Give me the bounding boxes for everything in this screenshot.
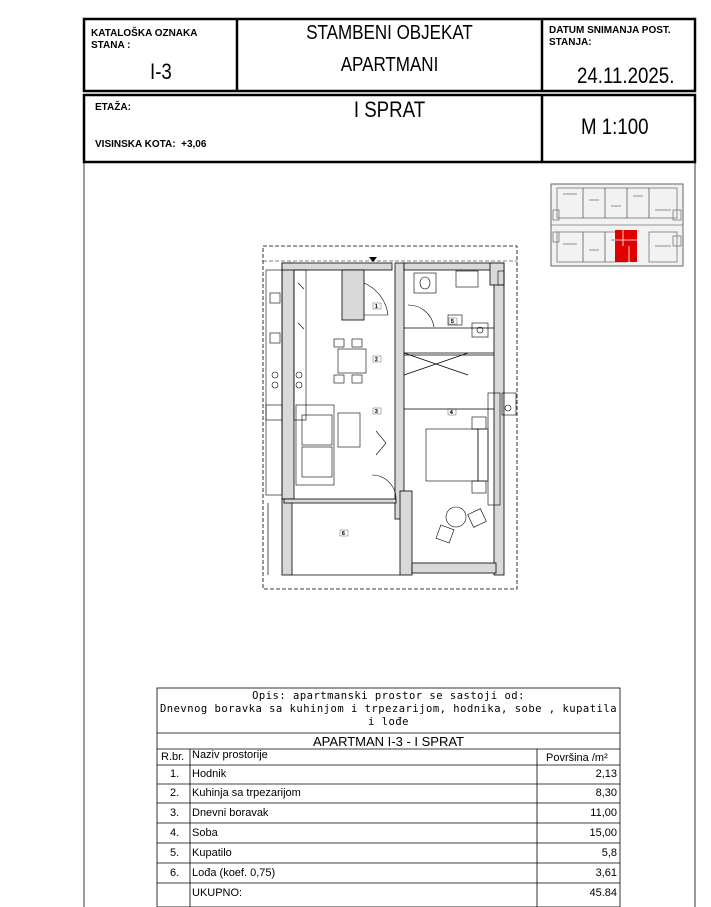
description-line1: Opis: apartmanski prostor se sastoji od: xyxy=(252,690,525,702)
row-area: 5,8 xyxy=(601,847,617,859)
building-title: STAMBENI OBJEKAT xyxy=(306,22,473,44)
col-header-name: Naziv prostorije xyxy=(192,749,268,761)
table-title: APARTMAN I-3 - I SPRAT xyxy=(313,734,464,749)
row-area: 2,13 xyxy=(595,768,617,780)
floor-label: ETAŽA: xyxy=(95,102,131,113)
height-value: +3,06 xyxy=(181,139,207,150)
total-value: 45.84 xyxy=(589,887,617,899)
row-area: 8,30 xyxy=(595,787,617,799)
date-value: 24.11.2025. xyxy=(577,63,675,88)
room-tag-4: 4 xyxy=(450,410,453,416)
row-room-name: Dnevni boravak xyxy=(192,807,269,819)
row-number: 6. xyxy=(170,867,180,879)
scale-value: M 1:100 xyxy=(581,114,649,139)
apartment-code: I-3 xyxy=(150,59,172,84)
description-line3: i lođe xyxy=(368,716,409,728)
total-label: UKUPNO: xyxy=(192,887,243,899)
room-tag-6: 6 xyxy=(342,531,345,537)
row-number: 2. xyxy=(170,787,180,799)
room-tag-3: 3 xyxy=(375,409,378,415)
room-tag-2: 2 xyxy=(375,357,378,363)
col-header-area: Površina /m² xyxy=(546,752,608,764)
room-tag-5: 5 xyxy=(451,319,454,325)
date-label-line2: STANJA: xyxy=(549,37,592,48)
row-area: 3,61 xyxy=(595,867,617,879)
row-room-name: Kupatilo xyxy=(192,847,232,859)
row-room-name: Hodnik xyxy=(192,768,227,780)
row-number: 1. xyxy=(170,768,180,780)
date-label-line1: DATUM SNIMANJA POST. xyxy=(549,25,671,36)
row-area: 15,00 xyxy=(589,827,617,839)
row-room-name: Soba xyxy=(192,827,218,839)
row-room-name: Kuhinja sa trpezarijom xyxy=(192,787,301,799)
catalog-label-line2: STANA : xyxy=(91,40,131,51)
catalog-label-line1: KATALOŠKA OZNAKA xyxy=(91,28,198,39)
height-label: VISINSKA KOTA: +3,06 xyxy=(95,139,207,150)
floor-value: I SPRAT xyxy=(353,97,426,122)
building-type: APARTMANI xyxy=(340,54,439,76)
room-tag-1: 1 xyxy=(375,304,378,310)
row-number: 5. xyxy=(170,847,180,859)
description xyxy=(157,690,620,729)
row-number: 3. xyxy=(170,807,180,819)
row-area: 11,00 xyxy=(590,807,617,819)
row-number: 4. xyxy=(170,827,180,839)
row-room-name: Lođa (koef. 0,75) xyxy=(192,867,276,879)
description-line2: Dnevnog boravka sa kuhinjom i trpezarijom, hodnika, sobe , kupatila xyxy=(159,703,618,715)
col-header-no: R.br. xyxy=(161,751,185,763)
